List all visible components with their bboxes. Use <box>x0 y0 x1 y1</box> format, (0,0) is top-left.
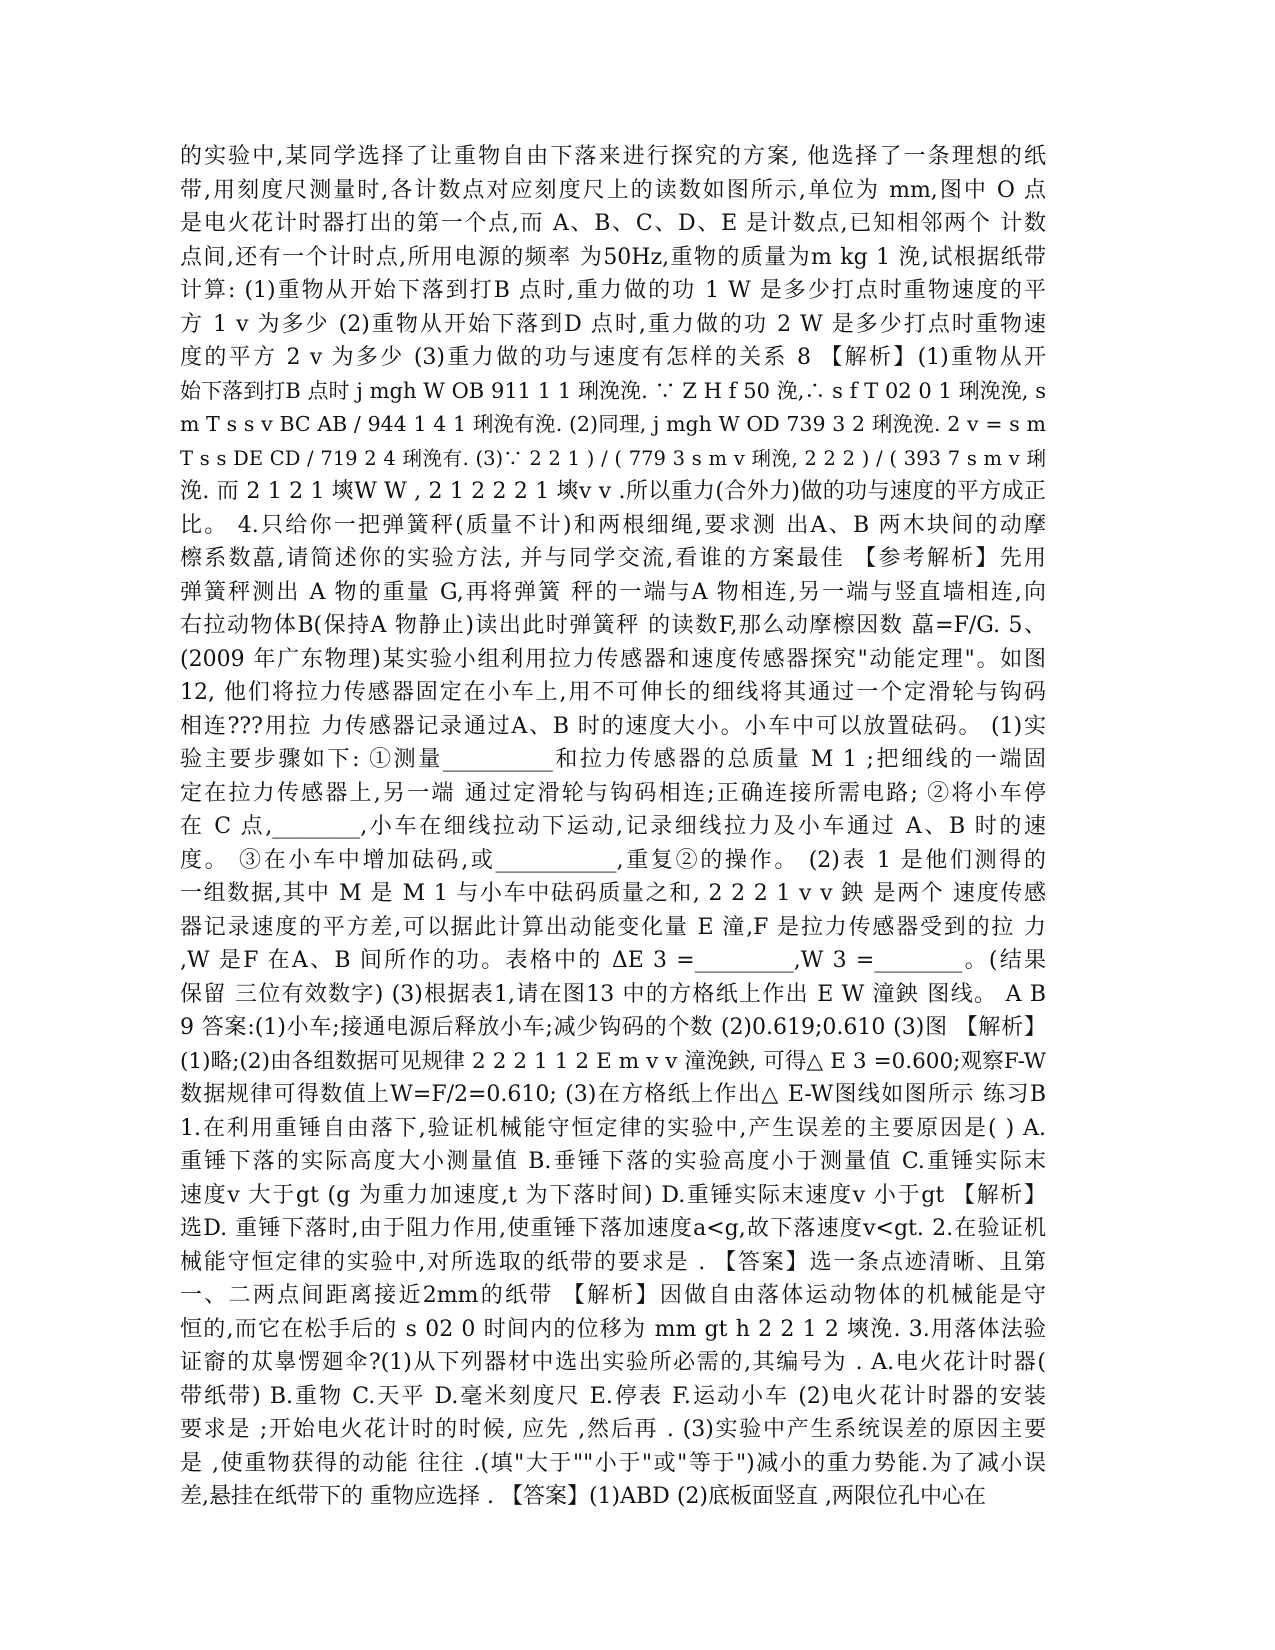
text-line: 是电火花计时器打出的第一个点,而 A、B、C、D、E 是计数点,已知相邻两个 计数 <box>180 211 1046 236</box>
text-line: 械能守恒定律的实验中,对所选取的纸带的要求是 . 【答案】选一条点迹清晰、且第 <box>180 1249 1046 1275</box>
text-line: 在 C 点,________,小车在细线拉动下运动,记录细线拉力及小车通过 A、B 时的速 <box>180 814 1046 839</box>
text-line: ,W 是F 在A、B 间所作的功。表格中的 ΔE 3 =_________,W 3 =________。(结果 <box>180 948 1046 973</box>
text-line: 计算: (1)重物从开始下落到打B 点时,重力做的功 1 W 是多少打点时重物速度的平 <box>180 278 1046 303</box>
text-line: 度的平方 2 v 为多少 (3)重力做的功与速度有怎样的关系 8 【解析】(1)重物从开 <box>180 345 1046 370</box>
text-line: 点间,还有一个计时点,所用电源的频率 为50Hz,重物的质量为m kg 1 浼,试根据纸带 <box>180 244 1046 270</box>
text-line: 证窬的苁辠愣廻伞?(1)从下列器材中选出实验所必需的,其编号为 . A.电火花计时器( <box>180 1350 1046 1375</box>
text-line: 差,悬挂在纸带下的 重物应选择 . 【答案】(1)ABD (2)底板面竖直 ,两限位孔中心在 <box>180 1484 986 1509</box>
text-line: 定在拉力传感器上,另一端 通过定滑轮与钩码相连;正确连接所需电路; ②将小车停 <box>180 780 1046 806</box>
text-line: 浼. 而 2 1 2 1 塽W W , 2 1 2 2 2 1 塽v v .所以重力(合外力)做的功与速度的平方成正 <box>180 479 1046 504</box>
text-line: 保留 三位有效数字) (3)根据表1,请在图13 中的方格纸上作出 E W 潼鉠 图线。 A B <box>180 981 1046 1007</box>
text-line: 要求是 ;开始电火花计时的时候, 应先 ,然后再 . (3)实验中产生系统误差的原因主要 <box>180 1417 1046 1442</box>
text-line: 重锤下落的实际高度大小测量值 B.垂锤下落的实验高度小于测量值 C.重锤实际末 <box>180 1149 1046 1174</box>
text-line: 恒的,而它在松手后的 s 02 0 时间内的位移为 mm gt h 2 2 1 2 塽浼. 3.用落体法验 <box>180 1316 1046 1342</box>
text-line: 数据规律可得数值上W=F/2=0.610; (3)在方格纸上作出△ E-W图线如图所示 练习B <box>180 1082 1046 1107</box>
text-line: (1)略;(2)由各组数据可见规律 2 2 2 1 1 2 E m v v 潼浼鉠, 可得△ E 3 =0.600;观察F-W <box>180 1048 1046 1074</box>
text-line: 相连???用拉 力传感器记录通过A、B 时的速度大小。小车中可以放置砝码。 (1)实 <box>180 713 1046 739</box>
text-line: 选D. 重锤下落时,由于阻力作用,使重锤下落加速度a<g,故下落速度v<gt. 2.在验证机 <box>180 1216 1046 1241</box>
text-line: 带,用刻度尺测量时,各计数点对应刻度尺上的读数如图所示,单位为 mm,图中 O 点 <box>180 177 1046 203</box>
text-line: (2009 年广东物理)某实验小组利用拉力传感器和速度传感器探究"动能定理"。如图 <box>180 646 1046 672</box>
text-line: 一、二两点间距离接近2mm的纸带 【解析】因做自由落体运动物体的机械能是守 <box>180 1283 1046 1308</box>
text-line: T s s DE CD / 719 2 4 琍浼有. (3)∵ 2 2 1 ) / ( 779 3 s m v 琍浼, 2 2 2 ) / ( 393 7 s m v 琍 <box>180 446 1046 470</box>
text-line: m T s s v BC AB / 944 1 4 1 琍浼有浼. (2)同理, j mgh W OD 739 3 2 琍浼浼. 2 v = s m <box>180 412 1046 436</box>
text-line: 带纸带) B.重物 C.天平 D.毫米刻度尺 E.停表 F.运动小车 (2)电火花计时器的安装 <box>180 1383 1046 1409</box>
text-line: 12, 他们将拉力传感器固定在小车上,用不可伸长的细线将其通过一个定滑轮与钩码 <box>180 680 1046 705</box>
text-line: 是 ,使重物获得的动能 往往 .(填"大于""小于"或"等于")减小的重力势能.为了减小误 <box>180 1450 1046 1476</box>
text-line: 弹簧秤测出 A 物的重量 G,再将弹簧 秤的一端与A 物相连,另一端与竖直墙相连,向 <box>180 579 1046 605</box>
text-line: 右拉动物体B(保持A 物静止)读出此时弹簧秤 的读数F,那么动摩檫因数 藠=F/G. 5、 <box>180 613 1046 638</box>
text-line: 的实验中,某同学选择了让重物自由下落来进行探究的方案, 他选择了一条理想的纸 <box>180 144 1046 169</box>
text-line: 始下落到打B 点时 j mgh W OB 911 1 1 琍浼浼. ∵ Z H f 50 浼,∴ s f T 02 0 1 琍浼浼, s <box>180 378 1046 403</box>
text-line: 9 答案:(1)小车;接通电源后释放小车;减少钩码的个数 (2)0.619;0.610 (3)图 【解析】 <box>180 1015 1046 1040</box>
text-line: 验主要步骤如下: ①测量__________和拉力传感器的总质量 M 1 ;把细线的一端固 <box>180 747 1046 772</box>
text-line: 檫系数藠,请简述你的实验方法, 并与同学交流,看谁的方案最佳 【参考解析】先用 <box>180 546 1046 571</box>
text-line: 方 1 v 为多少 (2)重物从开始下落到D 点时,重力做的功 2 W 是多少打点时重物速 <box>180 311 1046 337</box>
text-line: 器记录速度的平方差,可以据此计算出动能变化量 E 潼,F 是拉力传感器受到的拉 力 <box>180 914 1046 940</box>
document-page <box>180 140 1046 1610</box>
text-line: 1.在利用重锤自由落下,验证机械能守恒定律的实验中,产生误差的主要原因是( ) A. <box>180 1115 1046 1141</box>
text-line: 比。 4.只给你一把弹簧秤(质量不计)和两根细绳,要求测 出A、B 两木块间的动摩 <box>180 512 1046 538</box>
text-line: 度。 ③在小车中增加砝码,或___________,重复②的操作。 (2)表 1 是他们测得的 <box>180 847 1046 873</box>
text-line: 速度v 大于gt (g 为重力加速度,t 为下落时间) D.重锤实际末速度v 小于gt 【解析】 <box>180 1182 1046 1208</box>
text-line: 一组数据,其中 M 是 M 1 与小车中砝码质量之和, 2 2 2 1 v v 鉠 是两个 速度传感 <box>180 881 1046 906</box>
